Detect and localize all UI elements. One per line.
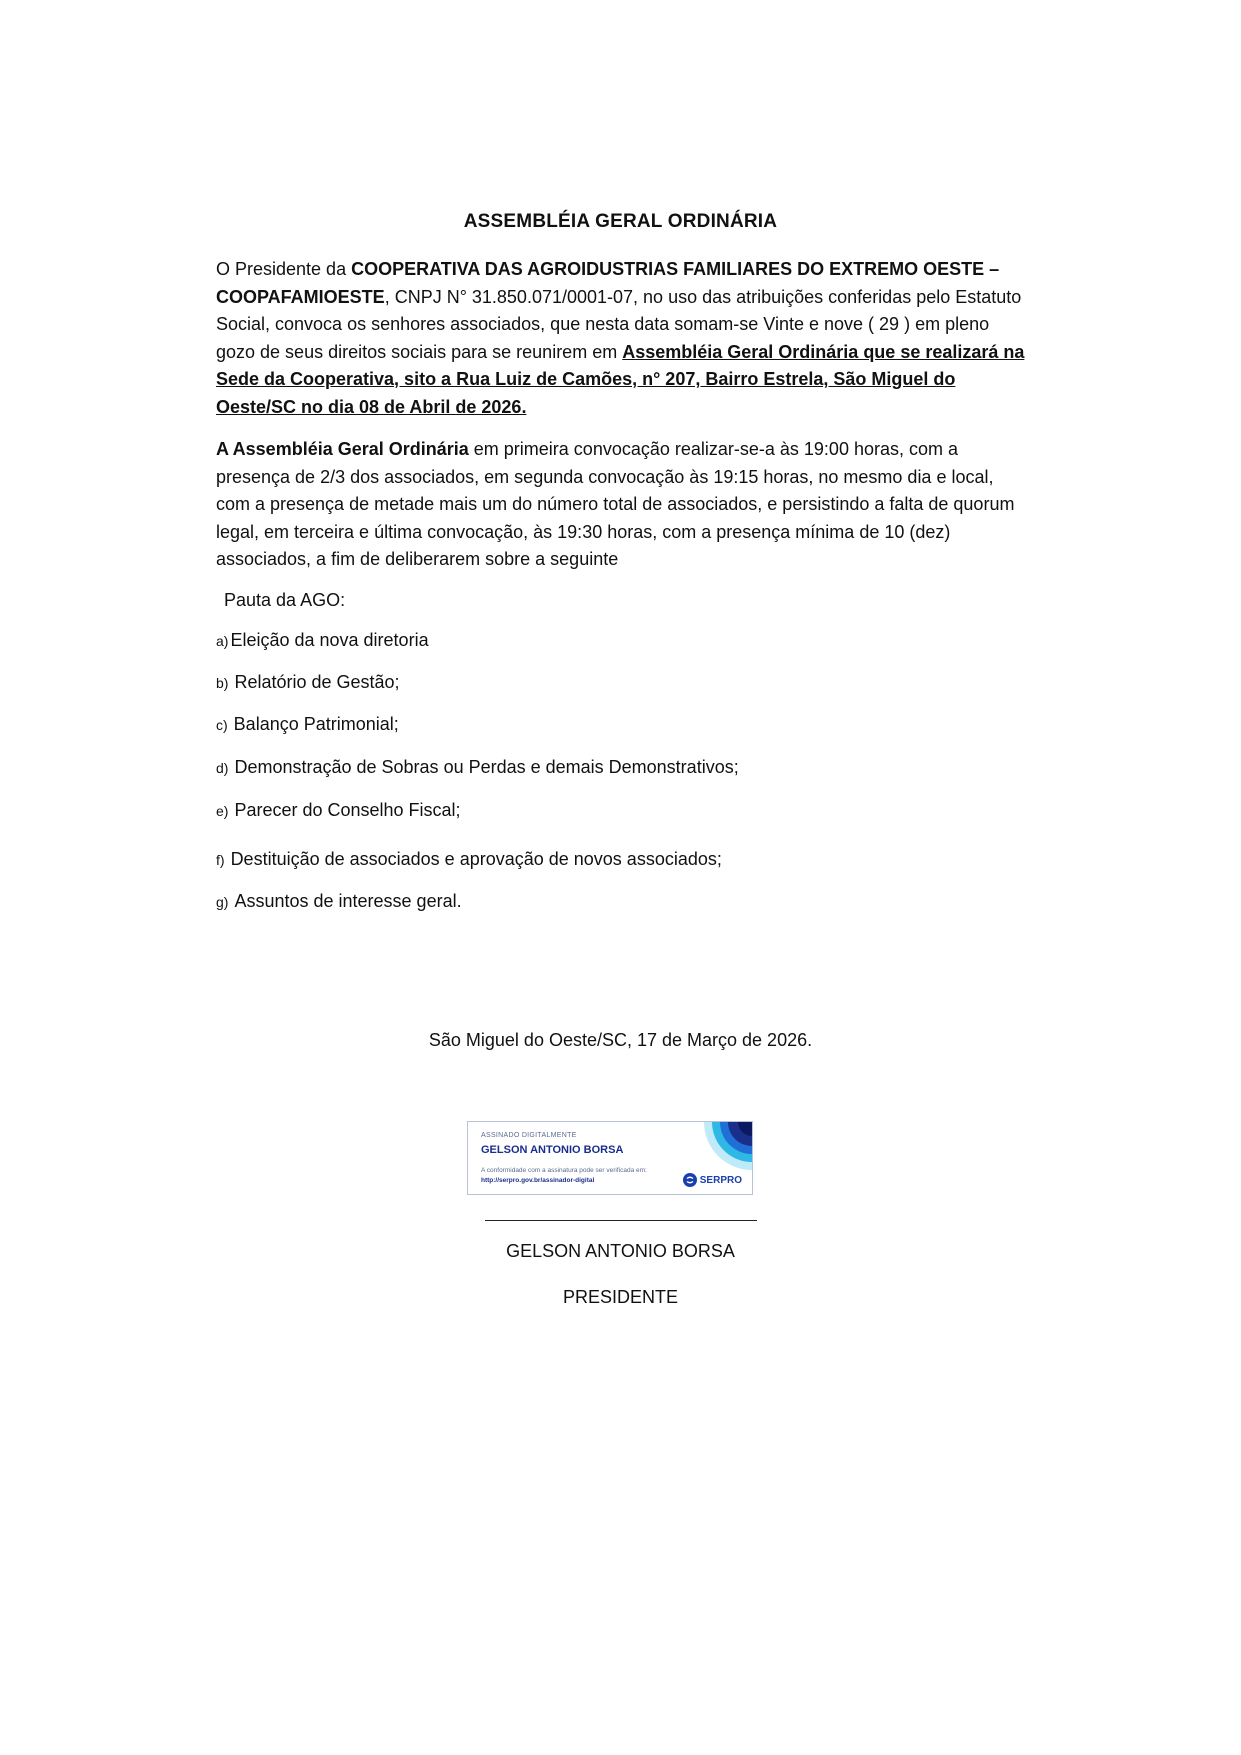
agenda-marker: f)	[216, 852, 225, 868]
agenda-heading: Pauta da AGO:	[224, 590, 346, 610]
document-title: ASSEMBLÉIA GERAL ORDINÁRIA	[463, 211, 778, 232]
agenda-marker: a)	[216, 633, 229, 649]
agenda-text: Relatório de Gestão;	[234, 672, 400, 692]
stamp-arcs-graphic	[700, 1122, 752, 1170]
stamp-signer-name: GELSON ANTONIO BORSA	[481, 1144, 624, 1156]
agenda-text: Destituição de associados e aprovação de novos associados;	[230, 849, 722, 869]
agenda-marker: d)	[216, 760, 229, 776]
agenda-text: Assuntos de interesse geral.	[234, 891, 462, 911]
agenda-item	[216, 714, 399, 735]
paragraph-body: , CNPJ N° 31.850.071/0001-07, no uso das atribuições conferidas pelo Estatuto Social, convoca os senhores associados, que nesta data somam-se Vinte e nove ( 29 ) em pleno gozo de seus direitos sociais para se reunirem em	[216, 286, 1022, 362]
agenda-item	[216, 757, 739, 778]
agenda-marker: b)	[216, 675, 229, 691]
agenda-item	[216, 630, 429, 651]
serpro-logo	[683, 1173, 742, 1187]
schedule-body: em primeira convocação realizar-se-a às 19:00 horas, com a presença de 2/3 dos associados, em segunda convocação às 19:15 horas, no mesmo dia e local, com a presença de metade mais um do número total de associados, e persistindo a falta de quorum legal, em terceira e última convocação, às 19:30 horas, com a presença mínima de 10 (dez) associados, a fim de deliberarem sobre a seguinte	[216, 439, 1015, 569]
signature-line	[485, 1220, 757, 1221]
meeting-details: Assembléia Geral Ordinária que se realizará na Sede da Cooperativa, sito a Rua Luiz de Camões, n° 207, Bairro Estrela, São Miguel do Oeste/SC no dia 08 de Abril de 2026.	[216, 341, 1025, 417]
agenda-marker: c)	[216, 717, 228, 733]
signatory-name: GELSON ANTONIO BORSA	[506, 1241, 735, 1261]
agenda-item	[216, 800, 461, 821]
organization-name: COOPERATIVA DAS AGROIDUSTRIAS FAMILIARES DO EXTREMO OESTE – COOPAFAMIOESTE	[216, 259, 1000, 307]
digital-signature-stamp	[467, 1121, 753, 1195]
schedule-paragraph	[216, 436, 1026, 574]
convocation-paragraph	[216, 256, 1026, 421]
agenda-text: Parecer do Conselho Fiscal;	[234, 800, 461, 820]
signatory-role: PRESIDENTE	[562, 1287, 679, 1307]
place-and-date: São Miguel do Oeste/SC, 17 de Março de 2026.	[428, 1030, 813, 1050]
stamp-verification-note: A conformidade com a assinatura pode ser verificada em:	[481, 1167, 647, 1174]
stamp-verification-url: http://serpro.gov.br/assinador-digital	[481, 1177, 595, 1184]
stamp-header: ASSINADO DIGITALMENTE	[481, 1132, 577, 1139]
schedule-lead: A Assembléia Geral Ordinária	[216, 439, 469, 459]
agenda-text: Eleição da nova diretoria	[230, 630, 429, 650]
agenda-item	[216, 849, 722, 870]
paragraph-lead: O Presidente da	[216, 259, 352, 279]
serpro-logo-text: SERPRO	[699, 1174, 742, 1186]
agenda-text: Demonstração de Sobras ou Perdas e demais Demonstrativos;	[234, 757, 739, 777]
agenda-marker: g)	[216, 894, 229, 910]
serpro-logo-icon	[683, 1173, 697, 1187]
agenda-item	[216, 672, 400, 693]
agenda-item	[216, 891, 462, 912]
agenda-marker: e)	[216, 803, 229, 819]
agenda-text: Balanço Patrimonial;	[233, 714, 399, 734]
